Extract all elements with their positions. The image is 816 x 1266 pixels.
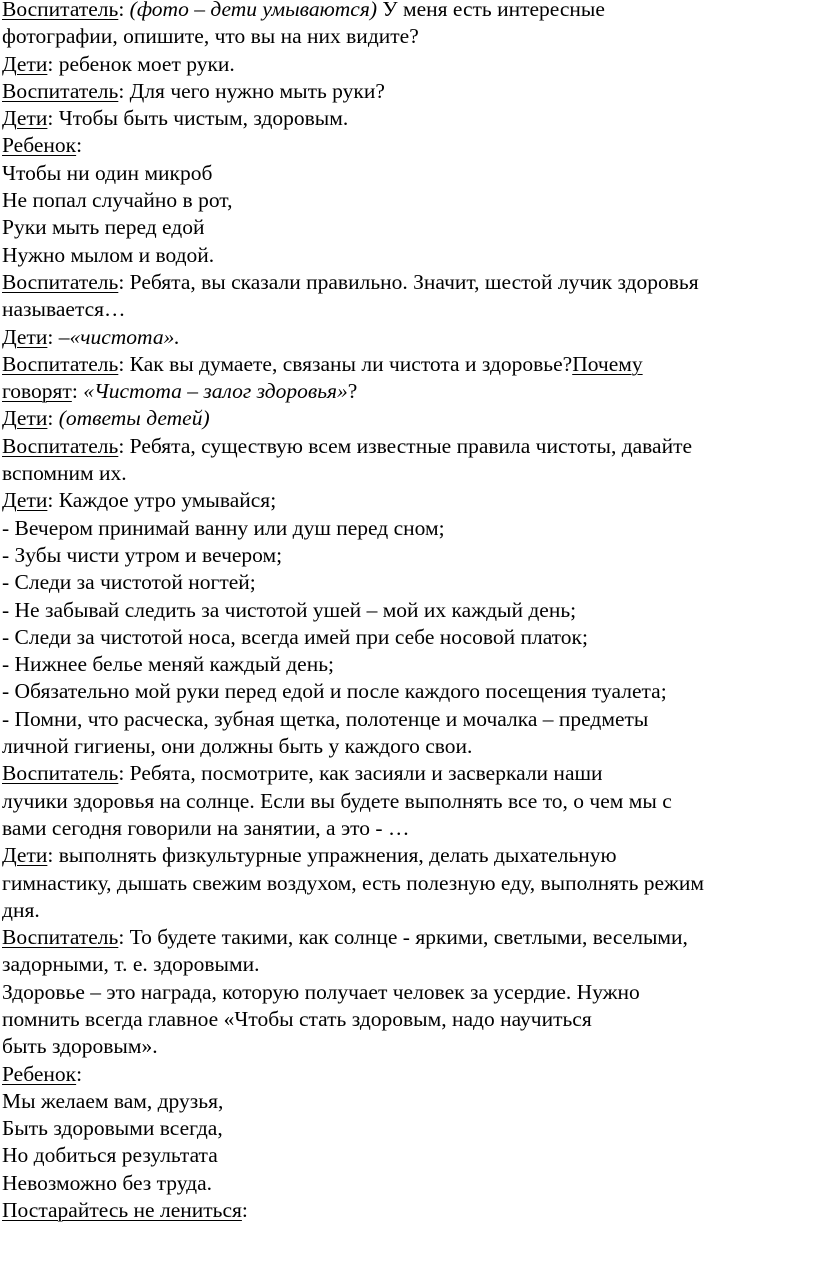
text-segment: : Чтобы быть чистым, здоровым. [47,106,349,131]
text-segment: : Для чего нужно мыть руки? [118,78,385,103]
speaker-label: Воспитатель [2,433,119,458]
text-segment: быть здоровым». [2,1034,158,1059]
text-segment: : [118,0,130,21]
text-line [2,132,816,159]
text-line [2,760,816,787]
text-line [2,23,816,50]
text-line [2,597,816,624]
text-line [2,105,816,132]
text-line [2,1006,816,1033]
speaker-label: Воспитатель [2,0,119,21]
speaker-label: Дети [2,488,48,513]
speaker-label: Постарайтесь не лениться [2,1198,242,1223]
text-line [2,1115,816,1142]
text-segment: : [47,324,59,349]
text-segment: личной гигиены, они должны быть у каждого свои. [2,734,473,759]
text-line [2,1088,816,1115]
speaker-label: Дети [2,324,48,349]
text-segment: - Следи за чистотой носа, всегда имей при себе носовой платок; [2,624,588,649]
text-line [2,460,816,487]
text-line [2,951,816,978]
text-segment: называется… [2,297,126,322]
text-segment: : [241,1198,248,1223]
text-segment: Но добиться результата [2,1143,218,1168]
text-line [2,1142,816,1169]
text-segment: Не попал случайно в рот, [2,188,233,213]
text-segment: : Ребята, посмотрите, как засияли и засверкали наши [118,761,603,786]
text-line [2,324,816,351]
text-line [2,870,816,897]
text-segment: : То будете такими, как солнце - яркими, светлыми, веселыми, [118,925,688,950]
text-segment: - Помни, что расческа, зубная щетка, полотенце и мочалка – предметы [2,706,649,731]
text-line [2,78,816,105]
text-line [2,678,816,705]
text-line [2,296,816,323]
text-line [2,351,816,378]
text-line [2,897,816,924]
speaker-label: Воспитатель [2,925,119,950]
text-line [2,733,816,760]
text-segment: У меня есть интересные [377,0,605,21]
text-line [2,1033,816,1060]
text-line [2,433,816,460]
text-line [2,1197,816,1224]
text-segment: : [76,1061,83,1086]
speaker-label: Ребенок [2,133,77,158]
italic-text: (ответы детей) [58,406,210,431]
speaker-label: Воспитатель [2,269,119,294]
text-line [2,269,816,296]
text-segment: - Вечером принимай ванну или душ перед сном; [2,515,445,540]
text-segment: : Ребята, существую всем известные правила чистоты, давайте [118,433,693,458]
italic-text: (фото – дети умываются) [129,0,377,21]
text-segment: лучики здоровья на солнце. Если вы будете выполнять все то, о чем мы с [2,788,672,813]
text-line [2,1170,816,1197]
speaker-label: Дети [2,106,48,131]
text-line [2,788,816,815]
text-segment: : ребенок моет руки. [47,51,235,76]
text-segment: : Как вы думаете, связаны ли чистота и здоровье? [118,351,573,376]
text-segment: гимнастику, дышать свежим воздухом, есть полезную еду, выполнять режим [2,870,705,895]
text-line [2,378,816,405]
text-line [2,569,816,596]
text-line [2,515,816,542]
text-segment: Чтобы ни один микроб [2,160,213,185]
speaker-label: Дети [2,406,48,431]
italic-text: –«чистота». [58,324,180,349]
speaker-label: Дети [2,51,48,76]
speaker-label: говорят [2,379,72,404]
speaker-label: Дети [2,843,48,868]
text-line [2,842,816,869]
text-segment: вспомним их. [2,461,127,486]
text-segment: - Нижнее белье меняй каждый день; [2,652,335,677]
text-segment: : выполнять физкультурные упражнения, делать дыхательную [47,843,617,868]
text-segment: - Не забывай следить за чистотой ушей – мой их каждый день; [2,597,577,622]
text-segment: Нужно мылом и водой. [2,242,215,267]
speaker-label: Воспитатель [2,351,119,376]
text-segment: вами сегодня говорили на занятии, а это - … [2,815,410,840]
text-segment: дня. [2,897,40,922]
text-line [2,815,816,842]
text-segment: Руки мыть перед едой [2,215,205,240]
text-segment: помнить всегда главное «Чтобы стать здоровым, надо научиться [2,1006,592,1031]
text-line [2,924,816,951]
text-line [2,242,816,269]
text-line [2,624,816,651]
text-line [2,187,816,214]
text-line [2,651,816,678]
text-segment: : Каждое утро умывайся; [47,488,277,513]
italic-text: «Чистота – залог здоровья» [83,379,348,404]
text-segment: - Следи за чистотой ногтей; [2,570,256,595]
text-line [2,542,816,569]
text-segment: : [47,406,59,431]
speaker-label: Ребенок [2,1061,77,1086]
text-line [2,1061,816,1088]
text-segment: Здоровье – это награда, которую получает человек за усердие. Нужно [2,979,640,1004]
text-segment: - Зубы чисти утром и вечером; [2,542,283,567]
text-segment: Мы желаем вам, друзья, [2,1088,224,1113]
text-segment: : [71,379,84,404]
text-line [2,160,816,187]
text-line [2,214,816,241]
text-line [2,51,816,78]
speaker-label: Воспитатель [2,761,119,786]
text-segment: фотографии, опишите, что вы на них видите? [2,24,419,49]
text-line [2,0,816,23]
text-segment: - Обязательно мой руки перед едой и после каждого посещения туалета; [2,679,667,704]
text-segment: Невозможно без труда. [2,1170,213,1195]
text-segment: задорными, т. е. здоровыми. [2,952,260,977]
text-line [2,487,816,514]
text-segment: ? [347,379,358,404]
speaker-label: Воспитатель [2,78,119,103]
text-line [2,979,816,1006]
text-segment: : Ребята, вы сказали правильно. Значит, шестой лучик здоровья [118,269,699,294]
speaker-label: Почему [572,351,643,376]
text-line [2,706,816,733]
text-segment: Быть здоровыми всегда, [2,1116,223,1141]
text-segment: : [76,133,83,158]
text-line [2,405,816,432]
